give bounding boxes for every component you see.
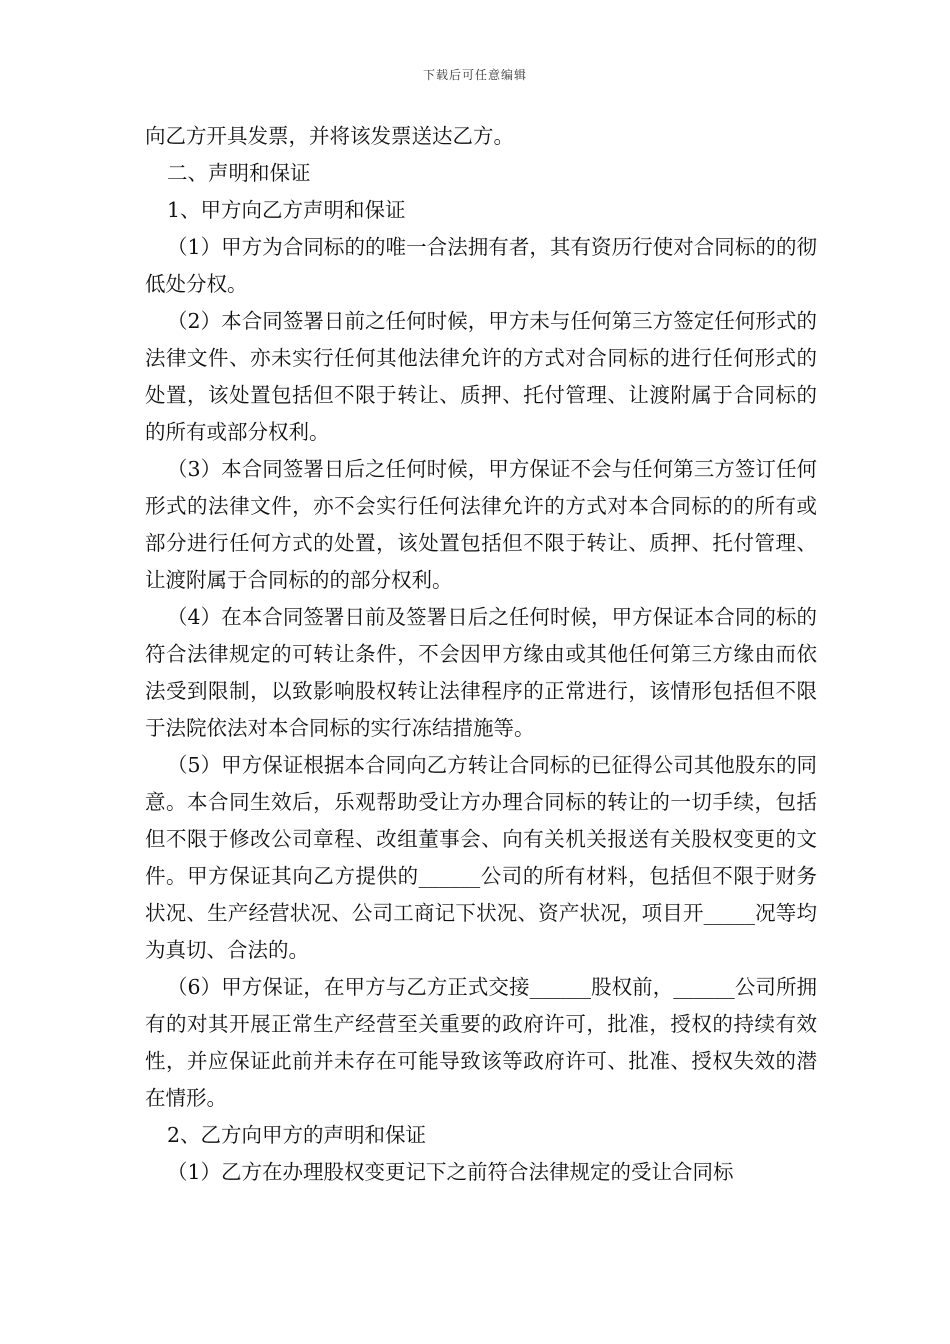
- document-body: [145, 118, 817, 1191]
- clause-a-3: （3）本合同签署日后之任何时候，甲方保证不会与任何第三方签订任何形式的法律文件，亦不会实行任何法律允许的方式对本合同标的的所有或部分进行任何方式的处置，该处置包括但不限于转让、质押、托付管理、让渡附属于合同标的的部分权利。: [145, 457, 817, 592]
- subsection-heading-party-a: 1、甲方向乙方声明和保证: [167, 198, 406, 222]
- clause-a-5: （5）甲方保证根据本合同向乙方转让合同标的已征得公司其他股东的同意。本合同生效后，乐观帮助受让方办理合同标的转让的一切手续，包括但不限于修改公司章程、改组董事会、向有关机关报送有关股权变更的文件。甲方保证其向乙方提供的______公司的所有材料，包括但不限于财务状况、生产经营状况、公司工商记下状况、资产状况，项目开_____况等均为真切、合法的。: [145, 753, 817, 962]
- clause-b-1: （1）乙方在办理股权变更记下之前符合法律规定的受让合同标: [167, 1160, 734, 1184]
- clause-a-4: （4）在本合同签署日前及签署日后之任何时候，甲方保证本合同的标的符合法律规定的可转让条件，不会因甲方缘由或其他任何第三方缘由而依法受到限制，以致影响股权转让法律程序的正常进行，该情形包括但不限于法院依法对本合同标的实行冻结措施等。: [145, 605, 817, 740]
- paragraph-invoice-continuation: 向乙方开具发票，并将该发票送达乙方。: [145, 124, 514, 148]
- clause-a-6: （6）甲方保证，在甲方与乙方正式交接______股权前，______公司所拥有的对其开展正常生产经营至关重要的政府许可，批准，授权的持续有效性，并应保证此前并未存在可能导致该等政府许可、批准、授权失效的潜在情形。: [145, 975, 817, 1110]
- clause-a-2: （2）本合同签署日前之任何时候，甲方未与任何第三方签定任何形式的法律文件、亦未实行任何其他法律允许的方式对合同标的进行任何形式的处置，该处置包括但不限于转让、质押、托付管理、让渡附属于合同标的的所有或部分权利。: [145, 309, 817, 444]
- clause-a-1: （1）甲方为合同标的的唯一合法拥有者，其有资历行使对合同标的的彻低处分权。: [145, 235, 817, 296]
- subsection-heading-party-b: 2、乙方向甲方的声明和保证: [167, 1123, 427, 1147]
- page-header: 下载后可任意编辑: [422, 68, 527, 82]
- section-heading-declarations: 二、声明和保证: [167, 161, 311, 185]
